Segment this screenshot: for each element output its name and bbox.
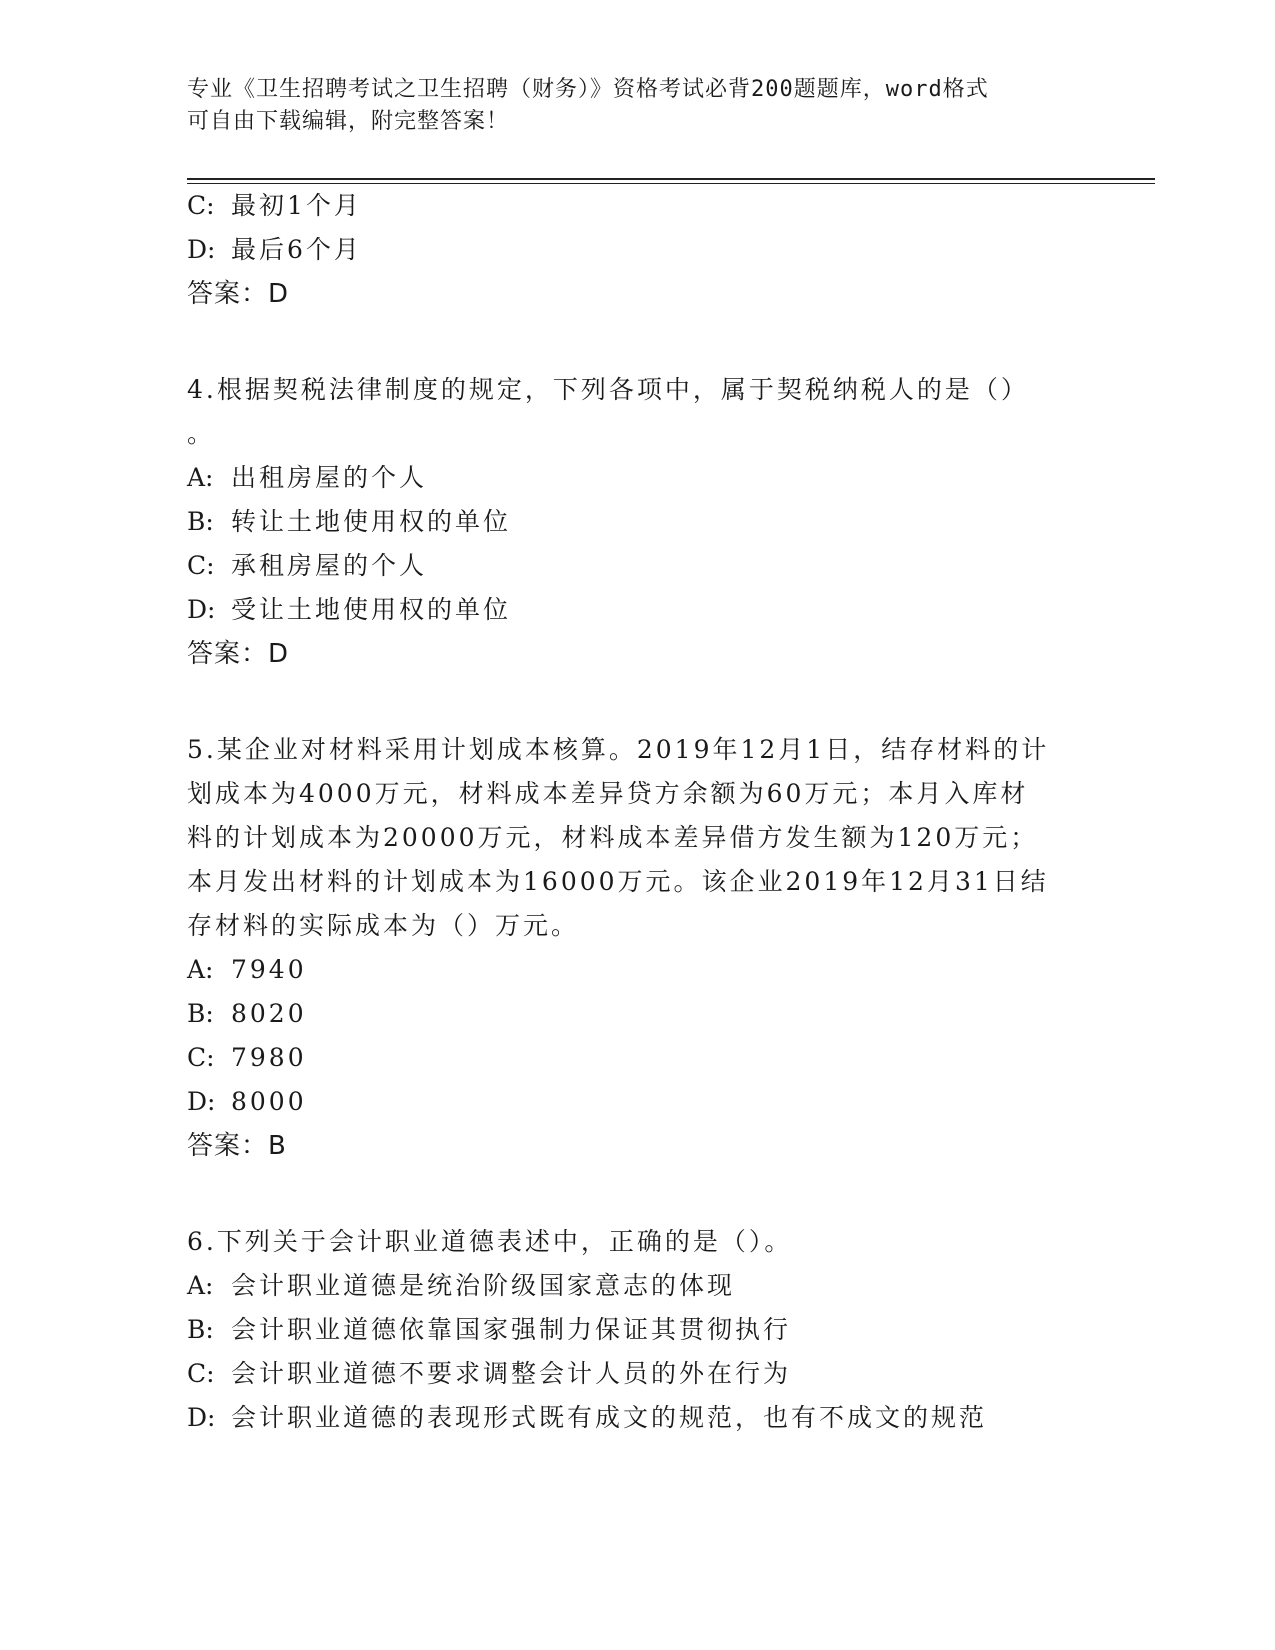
q5-stem-line-3: 料的计划成本为20000万元，材料成本差异借方发生额为120万元； — [187, 823, 1039, 852]
option-label: C: — [187, 1359, 215, 1388]
option-label: D: — [187, 1087, 216, 1116]
q4-stem-line-1: 4.根据契税法律制度的规定，下列各项中，属于契税纳税人的是（） — [187, 375, 1029, 404]
option-text: 出租房屋的个人 — [231, 463, 428, 492]
option-text: 8000 — [231, 1087, 307, 1116]
option-text: 会计职业道德依靠国家强制力保证其贯彻执行 — [231, 1315, 792, 1344]
option-text: 7940 — [231, 955, 307, 984]
header-divider-thick — [187, 178, 1155, 180]
q5-option-a — [187, 953, 307, 987]
option-text: 会计职业道德不要求调整会计人员的外在行为 — [231, 1359, 792, 1388]
option-label: D: — [187, 235, 216, 264]
q6-option-d — [187, 1401, 987, 1435]
option-text: 最初1个月 — [231, 191, 362, 220]
option-text: 受让土地使用权的单位 — [231, 595, 512, 624]
option-text: 转让土地使用权的单位 — [231, 507, 512, 536]
q5-option-b — [187, 997, 307, 1031]
q5-stem-line-1: 5.某企业对材料采用计划成本核算。2019年12月1日，结存材料的计 — [187, 735, 1050, 764]
option-label: D: — [187, 1403, 216, 1432]
q3-option-d — [187, 233, 362, 267]
option-label: A: — [187, 1271, 214, 1300]
option-label: C: — [187, 191, 215, 220]
option-label: A: — [187, 463, 214, 492]
q4-option-c — [187, 549, 427, 583]
header-line-1: 专业《卫生招聘考试之卫生招聘（财务）》资格考试必背200题题库，word格式 — [187, 77, 989, 102]
option-label: C: — [187, 551, 215, 580]
option-text: 承租房屋的个人 — [231, 551, 428, 580]
q6-stem-line-1: 6.下列关于会计职业道德表述中，正确的是（）。 — [187, 1227, 793, 1256]
q5-option-d — [187, 1085, 307, 1119]
q6-option-b — [187, 1313, 791, 1347]
q5-stem-line-2: 划成本为4000万元，材料成本差异贷方余额为60万元；本月入库材 — [187, 779, 1029, 808]
option-text: 会计职业道德是统治阶级国家意志的体现 — [231, 1271, 736, 1300]
q6-option-a — [187, 1269, 735, 1303]
q4-stem-line-2: 。 — [187, 419, 216, 448]
option-label: B: — [187, 999, 214, 1028]
q5-option-c — [187, 1041, 307, 1075]
option-text: 8020 — [231, 999, 307, 1028]
q4-option-a — [187, 461, 427, 495]
q5-stem-line-5: 存材料的实际成本为（）万元。 — [187, 911, 580, 940]
header-line-2: 可自由下载编辑，附完整答案！ — [187, 109, 510, 134]
q6-option-c — [187, 1357, 791, 1391]
q3-answer: 答案：D — [187, 279, 290, 309]
option-label: C: — [187, 1043, 215, 1072]
option-text: 7980 — [231, 1043, 307, 1072]
option-label: A: — [187, 955, 214, 984]
q4-answer: 答案：D — [187, 639, 290, 669]
option-text: 最后6个月 — [231, 235, 362, 264]
q4-option-d — [187, 593, 511, 627]
option-label: D: — [187, 595, 216, 624]
document-header — [187, 74, 1067, 138]
q4-option-b — [187, 505, 511, 539]
option-text: 会计职业道德的表现形式既有成文的规范，也有不成文的规范 — [231, 1403, 988, 1432]
q3-option-c — [187, 189, 362, 223]
option-label: B: — [187, 507, 214, 536]
header-divider-thin — [187, 183, 1155, 184]
q5-stem-line-4: 本月发出材料的计划成本为16000万元。该企业2019年12月31日结 — [187, 867, 1049, 896]
q5-answer: 答案：B — [187, 1131, 287, 1161]
option-label: B: — [187, 1315, 214, 1344]
